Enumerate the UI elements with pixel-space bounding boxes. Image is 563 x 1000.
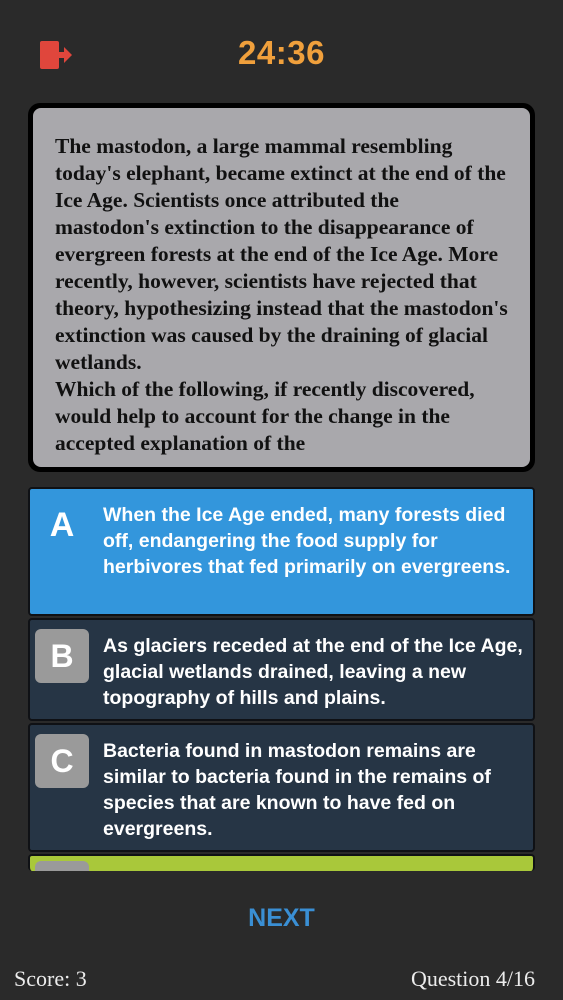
option-letter-a: A: [49, 505, 75, 544]
passage-text: The mastodon, a large mammal resembling today's elephant, became extinct at the end of the Ice Age. Scientists once attributed the mastodon's extinction to the disappearance of evergreen forests at the end of the Ice Age. More recently, however, scientists have rejected that theory, hypothesizing instead that the mastodon's extinction was caused by the draining of glacial wetlands. Which of the following, if recently discovered, would help to account for the change in the accepted explanation of the: [55, 134, 508, 455]
score-label: Score: 3: [14, 966, 87, 991]
option-text-b: As glaciers receded at the end of the Ice Age, glacial wetlands drained, leaving a new topography of hills and plains.: [103, 635, 523, 709]
option-letter-c: C: [35, 734, 89, 788]
answer-option-c[interactable]: [28, 723, 535, 852]
option-letter-b: B: [35, 629, 89, 683]
countdown-timer: 24:36: [238, 34, 325, 71]
answer-option-b[interactable]: [28, 618, 535, 721]
next-button[interactable]: NEXT: [248, 904, 315, 932]
question-counter: Question 4/16: [410, 966, 535, 991]
option-text-a: When the Ice Age ended, many forests died off, endangering the food supply for herbivores that fed primarily on evergreens.: [103, 504, 511, 578]
answer-option-partial[interactable]: [28, 854, 535, 871]
passage-panel[interactable]: [28, 103, 535, 472]
answer-option-a[interactable]: [28, 487, 535, 616]
passage-scroll-area[interactable]: [33, 108, 530, 467]
option-letter-partial: [35, 861, 89, 871]
option-text-c: Bacteria found in mastodon remains are similar to bacteria found in the remains of species that are known to have fed on evergreens.: [103, 740, 491, 840]
